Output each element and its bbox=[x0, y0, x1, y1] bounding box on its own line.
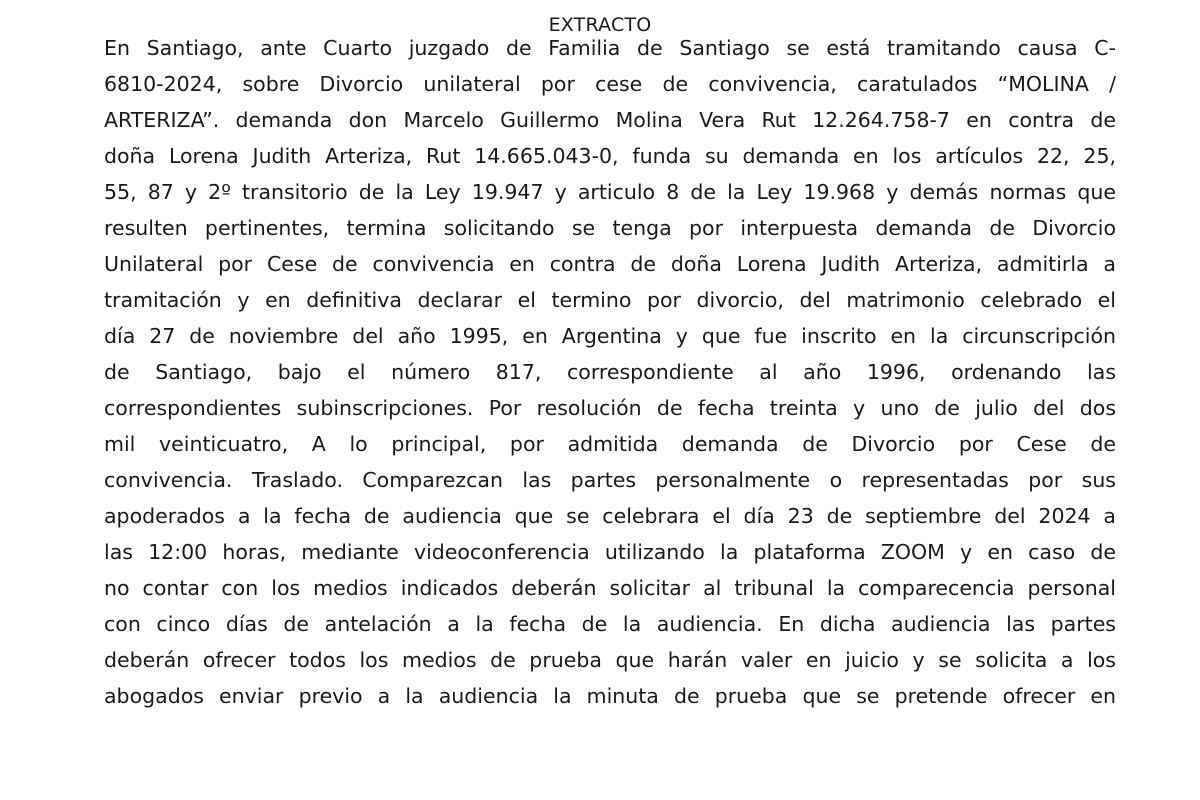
paragraph-line: con cinco días de antelación a la fecha de la audiencia. En dicha audiencia las partes bbox=[104, 612, 1116, 636]
paragraph-line: Unilateral por Cese de convivencia en contra de doña Lorena Judith Arteriza, admitirla a bbox=[104, 252, 1116, 276]
paragraph-line: abogados enviar previo a la audiencia la minuta de prueba que se pretende ofrecer en bbox=[104, 684, 1116, 708]
paragraph-line: día 27 de noviembre del año 1995, en Argentina y que fue inscrito en la circunscripción bbox=[104, 324, 1116, 348]
paragraph-line: 55, 87 y 2º transitorio de la Ley 19.947 y articulo 8 de la Ley 19.968 y demás normas que bbox=[104, 180, 1116, 204]
paragraph-line: En Santiago, ante Cuarto juzgado de Familia de Santiago se está tramitando causa C- bbox=[104, 36, 1116, 60]
paragraph-line: de Santiago, bajo el número 817, correspondiente al año 1996, ordenando las bbox=[104, 360, 1116, 384]
paragraph-line: tramitación y en definitiva declarar el termino por divorcio, del matrimonio celebrado el bbox=[104, 288, 1116, 312]
paragraph-line: deberán ofrecer todos los medios de prueba que harán valer en juicio y se solicita a los bbox=[104, 648, 1116, 672]
paragraph-line: no contar con los medios indicados deberán solicitar al tribunal la comparecencia personal bbox=[104, 576, 1116, 600]
paragraph-line: convivencia. Traslado. Comparezcan las partes personalmente o representadas por sus bbox=[104, 468, 1116, 492]
paragraph-line: correspondientes subinscripciones. Por resolución de fecha treinta y uno de julio del dos bbox=[104, 396, 1116, 420]
paragraph-line: mil veinticuatro, A lo principal, por admitida demanda de Divorcio por Cese de bbox=[104, 432, 1116, 456]
paragraph-line: doña Lorena Judith Arteriza, Rut 14.665.043-0, funda su demanda en los artículos 22, 25, bbox=[104, 144, 1116, 168]
paragraph-line: resulten pertinentes, termina solicitando se tenga por interpuesta demanda de Divorcio bbox=[104, 216, 1116, 240]
document-title: EXTRACTO bbox=[548, 14, 652, 36]
paragraph-line: 6810-2024, sobre Divorcio unilateral por cese de convivencia, caratulados “MOLINA / bbox=[104, 72, 1116, 96]
paragraph-line: apoderados a la fecha de audiencia que se celebrara el día 23 de septiembre del 2024 a bbox=[104, 504, 1116, 528]
paragraph-line: las 12:00 horas, mediante videoconferencia utilizando la plataforma ZOOM y en caso de bbox=[104, 540, 1116, 564]
paragraph-line: ARTERIZA”. demanda don Marcelo Guillermo Molina Vera Rut 12.264.758-7 en contra de bbox=[104, 108, 1116, 132]
